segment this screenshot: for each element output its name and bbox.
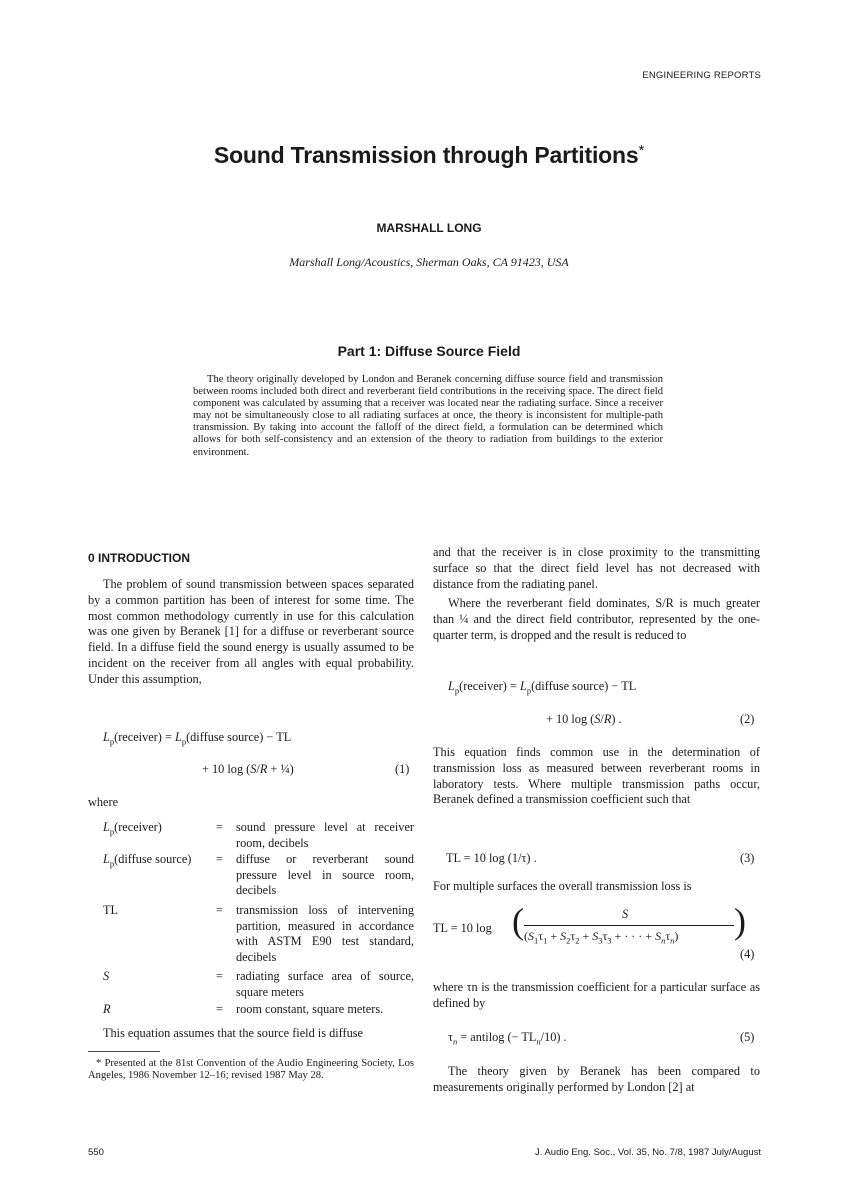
def-desc: room constant, square meters. bbox=[236, 1002, 384, 1016]
intro-paragraph-1: The problem of sound transmission between spaces separated by a common partition has been of interest for some time. The most common methodology currently in use for this calculation was one given by Beranek [1] for a diffuse or reverberant source field. In a diffuse field the sound energy is usually assumed to be incident on the receiver from all angles with equal probability. Under this assumption, bbox=[88, 577, 414, 686]
def-eq: = bbox=[216, 1002, 223, 1016]
def-term-r: R bbox=[103, 1002, 111, 1016]
equation-1-number: (1) bbox=[395, 762, 410, 776]
def-term-lp-diffuse-source: $L_p(diffuse$ source) bbox=[103, 852, 192, 869]
part-heading: Part 1: Diffuse Source Field bbox=[337, 343, 521, 359]
equation-4-numerator: S bbox=[622, 907, 629, 921]
equation-4-right-paren: ) bbox=[734, 901, 746, 941]
def-eq: = bbox=[216, 969, 223, 983]
equation-3-number: (3) bbox=[740, 851, 755, 865]
paper-title bbox=[0, 142, 858, 169]
section-tag: ENGINEERING REPORTS bbox=[642, 70, 761, 81]
footnote: * Presented at the 81st Convention of the Audio Engineering Society, Los Angeles, 1986 November 12–16; revised 1987 May 28. bbox=[88, 1058, 414, 1081]
def-desc: sound pressure level at receiver room, decibels bbox=[236, 820, 414, 850]
where-label: where bbox=[88, 795, 119, 809]
def-term-s: S bbox=[103, 969, 110, 983]
author-name: MARSHALL LONG bbox=[376, 221, 482, 235]
def-desc: diffuse or reverberant sound pressure level in source room, decibels bbox=[236, 852, 414, 898]
right-paragraph-3: This equation finds common use in the determination of transmission loss as measured between reverberant rooms in laboratory tests. Where multiple transmission paths occur, Beranek defined a transmission coefficient such that bbox=[433, 745, 760, 807]
def-term-lp-receiver: $L_p(receiver)$ bbox=[103, 820, 162, 837]
author-affiliation: Marshall Long/Acoustics, Sherman Oaks, CA 91423, USA bbox=[289, 255, 569, 269]
equation-4-prefix: TL = 10 log bbox=[433, 921, 492, 935]
equation-4-fraction-bar bbox=[524, 925, 734, 926]
equation-5: $\tau_n$ = antilog (− $TL_n/10$) . bbox=[448, 1030, 567, 1047]
right-paragraph-5: where τn is the transmission coefficient for a particular surface as defined by bbox=[433, 980, 760, 1010]
title-footnote-mark: * bbox=[638, 142, 645, 159]
equation-1-line-1: $L_p(receiver)$ = $L_p(diffuse$ source) − TL bbox=[103, 730, 292, 747]
right-paragraph-2: Where the reverberant field dominates, S/R is much greater than ¼ and the direct field contributor, represented by the one-quarter term, is dropped and the result is reduced to bbox=[433, 596, 760, 642]
abstract: The theory originally developed by London and Beranek concerning diffuse source field and transmission between rooms included both direct and reverberant field contributions in the receiving space. The direct field component was calculated by assuming that a receiver was located near the radiating surface. Since a receiver may not be simultaneously close to all radiating surfaces at once, the theory is inconsistent for multiple-path transmission. By taking into account the falloff of the direct field, a formulation can be determined which allows for both self-consistency and an extension of the theory to radiation from buildings to the exterior environment. bbox=[193, 374, 663, 458]
def-desc: radiating surface area of source, square meters bbox=[236, 969, 414, 999]
section-heading-introduction: 0 INTRODUCTION bbox=[88, 551, 190, 565]
journal-citation: J. Audio Eng. Soc., Vol. 35, No. 7/8, 1987 July/August bbox=[534, 1147, 761, 1158]
def-term-tl: TL bbox=[103, 903, 119, 917]
right-paragraph-4: For multiple surfaces the overall transmission loss is bbox=[433, 879, 692, 893]
right-paragraph-1: and that the receiver is in close proximity to the transmitting surface so that the direct field level has not decreased with distance from the radiating panel. bbox=[433, 545, 760, 591]
equation-1-line-2: + 10 log (S/R + ¼) bbox=[202, 762, 294, 776]
equation-5-number: (5) bbox=[740, 1030, 755, 1044]
equation-2-number: (2) bbox=[740, 712, 755, 726]
def-eq: = bbox=[216, 903, 223, 917]
equation-3: TL = 10 log (1/τ) . bbox=[446, 851, 537, 865]
footnote-rule bbox=[88, 1051, 160, 1052]
equation-2-line-1: $L_p(receiver)$ = $L_p(diffuse$ source) − TL bbox=[448, 679, 637, 696]
page-number: 550 bbox=[88, 1147, 104, 1158]
def-desc: transmission loss of intervening partition, measured in accordance with ASTM E90 test standard, decibels bbox=[236, 903, 414, 964]
def-eq: = bbox=[216, 820, 223, 834]
equation-2-line-2: + 10 log (S/R) . bbox=[546, 712, 622, 726]
equation-4-denominator: ($S_1\tau_1 + S_2\tau_2 + S_3\tau_3$ + · · · + $S_n\tau_n$) bbox=[524, 929, 679, 946]
equation-4-left-paren: ( bbox=[512, 901, 524, 941]
intro-paragraph-2: This equation assumes that the source field is diffuse bbox=[103, 1026, 363, 1040]
title-text: Sound Transmission through Partitions bbox=[213, 142, 639, 168]
def-eq: = bbox=[216, 852, 223, 866]
right-paragraph-6: The theory given by Beranek has been compared to measurements originally performed by London [2] at bbox=[433, 1064, 760, 1094]
equation-4-number: (4) bbox=[740, 947, 755, 961]
